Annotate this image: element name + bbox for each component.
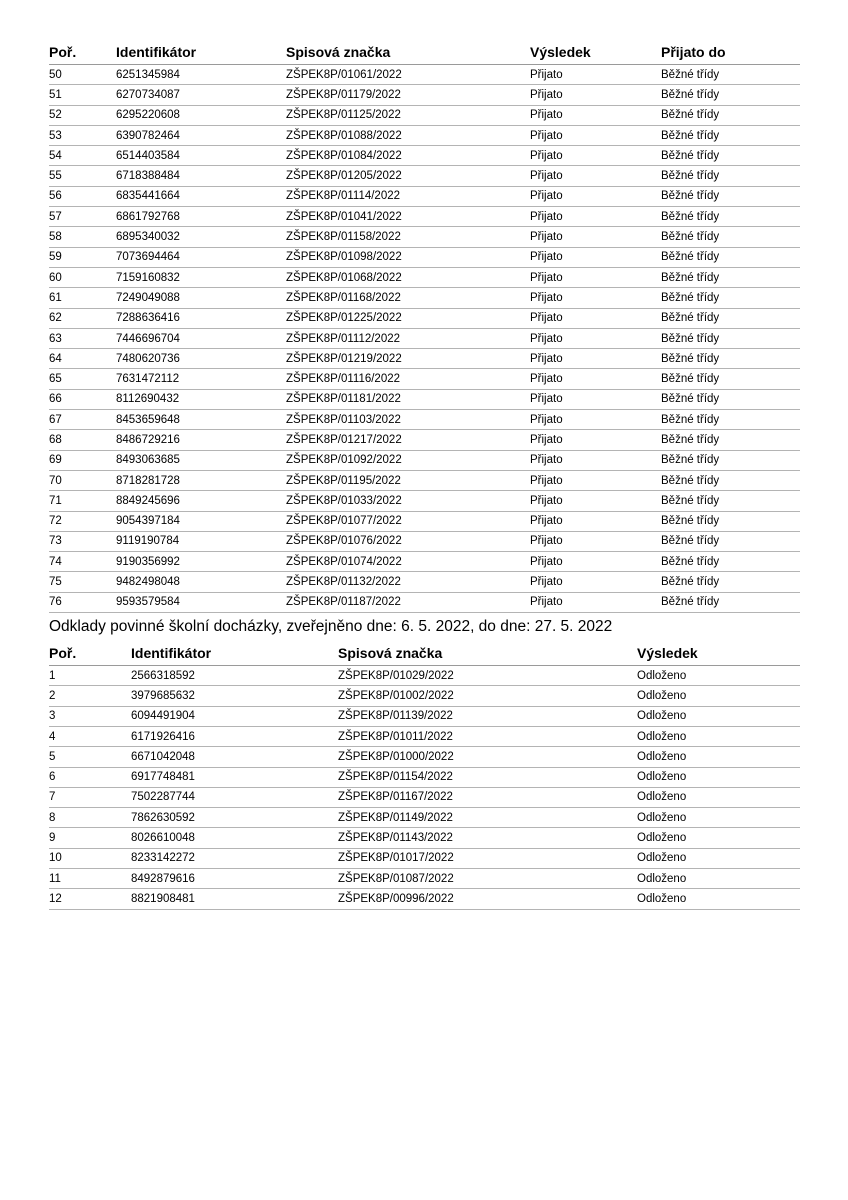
result-cell: Přijato [530, 410, 661, 430]
admitted-to-cell: Běžné třídy [661, 308, 800, 328]
table-row [49, 349, 800, 369]
order-cell: 62 [49, 308, 116, 328]
admissions-header-row [49, 40, 800, 65]
order-cell: 50 [49, 65, 116, 85]
col-header-result: Výsledek [637, 641, 800, 666]
order-cell: 74 [49, 552, 116, 572]
table-row [49, 470, 800, 490]
identifier-cell: 6671042048 [131, 747, 338, 767]
file-number-cell: ZŠPEK8P/01098/2022 [286, 247, 530, 267]
result-cell: Odloženo [637, 686, 800, 706]
col-header-order: Poř. [49, 641, 131, 666]
order-cell: 53 [49, 125, 116, 145]
file-number-cell: ZŠPEK8P/01092/2022 [286, 450, 530, 470]
file-number-cell: ZŠPEK8P/01125/2022 [286, 105, 530, 125]
table-row [49, 808, 800, 828]
order-cell: 75 [49, 572, 116, 592]
table-row [49, 726, 800, 746]
order-cell: 6 [49, 767, 131, 787]
identifier-cell: 6835441664 [116, 186, 286, 206]
identifier-cell: 9593579584 [116, 592, 286, 612]
col-header-result: Výsledek [530, 40, 661, 65]
identifier-cell: 9190356992 [116, 552, 286, 572]
order-cell: 8 [49, 808, 131, 828]
order-cell: 57 [49, 207, 116, 227]
admitted-to-cell: Běžné třídy [661, 65, 800, 85]
order-cell: 7 [49, 787, 131, 807]
table-row [49, 511, 800, 531]
identifier-cell: 8493063685 [116, 450, 286, 470]
identifier-cell: 9054397184 [116, 511, 286, 531]
result-cell: Přijato [530, 511, 661, 531]
admitted-to-cell: Běžné třídy [661, 146, 800, 166]
order-cell: 2 [49, 686, 131, 706]
identifier-cell: 6718388484 [116, 166, 286, 186]
deferrals-table [49, 641, 800, 910]
file-number-cell: ZŠPEK8P/01076/2022 [286, 531, 530, 551]
table-row [49, 369, 800, 389]
file-number-cell: ZŠPEK8P/01158/2022 [286, 227, 530, 247]
admitted-to-cell: Běžné třídy [661, 227, 800, 247]
file-number-cell: ZŠPEK8P/01084/2022 [286, 146, 530, 166]
result-cell: Přijato [530, 369, 661, 389]
admitted-to-cell: Běžné třídy [661, 531, 800, 551]
table-row [49, 491, 800, 511]
admitted-to-cell: Běžné třídy [661, 349, 800, 369]
table-row [49, 848, 800, 868]
table-row [49, 267, 800, 287]
order-cell: 12 [49, 889, 131, 909]
result-cell: Odloženo [637, 889, 800, 909]
result-cell: Odloženo [637, 808, 800, 828]
order-cell: 66 [49, 389, 116, 409]
order-cell: 4 [49, 726, 131, 746]
result-cell: Přijato [530, 572, 661, 592]
admitted-to-cell: Běžné třídy [661, 430, 800, 450]
result-cell: Přijato [530, 166, 661, 186]
file-number-cell: ZŠPEK8P/01002/2022 [338, 686, 637, 706]
result-cell: Přijato [530, 552, 661, 572]
identifier-cell: 8112690432 [116, 389, 286, 409]
result-cell: Přijato [530, 531, 661, 551]
file-number-cell: ZŠPEK8P/01074/2022 [286, 552, 530, 572]
result-cell: Přijato [530, 146, 661, 166]
identifier-cell: 8821908481 [131, 889, 338, 909]
order-cell: 69 [49, 450, 116, 470]
file-number-cell: ZŠPEK8P/01132/2022 [286, 572, 530, 592]
file-number-cell: ZŠPEK8P/01029/2022 [338, 666, 637, 686]
table-row [49, 767, 800, 787]
order-cell: 9 [49, 828, 131, 848]
file-number-cell: ZŠPEK8P/01168/2022 [286, 288, 530, 308]
result-cell: Přijato [530, 227, 661, 247]
file-number-cell: ZŠPEK8P/01112/2022 [286, 328, 530, 348]
identifier-cell: 8849245696 [116, 491, 286, 511]
identifier-cell: 9119190784 [116, 531, 286, 551]
file-number-cell: ZŠPEK8P/01087/2022 [338, 868, 637, 888]
result-cell: Přijato [530, 349, 661, 369]
identifier-cell: 7073694464 [116, 247, 286, 267]
result-cell: Odloženo [637, 706, 800, 726]
result-cell: Přijato [530, 470, 661, 490]
file-number-cell: ZŠPEK8P/01103/2022 [286, 410, 530, 430]
result-cell: Přijato [530, 125, 661, 145]
file-number-cell: ZŠPEK8P/01143/2022 [338, 828, 637, 848]
identifier-cell: 8233142272 [131, 848, 338, 868]
admitted-to-cell: Běžné třídy [661, 125, 800, 145]
result-cell: Přijato [530, 65, 661, 85]
order-cell: 3 [49, 706, 131, 726]
col-header-identifier: Identifikátor [131, 641, 338, 666]
file-number-cell: ZŠPEK8P/01114/2022 [286, 186, 530, 206]
col-header-admitted-to: Přijato do [661, 40, 800, 65]
order-cell: 60 [49, 267, 116, 287]
file-number-cell: ZŠPEK8P/01139/2022 [338, 706, 637, 726]
result-cell: Přijato [530, 491, 661, 511]
identifier-cell: 3979685632 [131, 686, 338, 706]
order-cell: 11 [49, 868, 131, 888]
order-cell: 58 [49, 227, 116, 247]
admitted-to-cell: Běžné třídy [661, 470, 800, 490]
result-cell: Přijato [530, 430, 661, 450]
identifier-cell: 6251345984 [116, 65, 286, 85]
table-row [49, 430, 800, 450]
table-row [49, 787, 800, 807]
result-cell: Odloženo [637, 848, 800, 868]
admitted-to-cell: Běžné třídy [661, 186, 800, 206]
order-cell: 68 [49, 430, 116, 450]
file-number-cell: ZŠPEK8P/01033/2022 [286, 491, 530, 511]
table-row [49, 450, 800, 470]
table-row [49, 410, 800, 430]
result-cell: Odloženo [637, 787, 800, 807]
result-cell: Odloženo [637, 726, 800, 746]
identifier-cell: 6295220608 [116, 105, 286, 125]
identifier-cell: 8453659648 [116, 410, 286, 430]
file-number-cell: ZŠPEK8P/01061/2022 [286, 65, 530, 85]
result-cell: Přijato [530, 450, 661, 470]
result-cell: Odloženo [637, 828, 800, 848]
result-cell: Přijato [530, 389, 661, 409]
admitted-to-cell: Běžné třídy [661, 166, 800, 186]
admitted-to-cell: Běžné třídy [661, 572, 800, 592]
result-cell: Přijato [530, 105, 661, 125]
file-number-cell: ZŠPEK8P/01000/2022 [338, 747, 637, 767]
table-row [49, 531, 800, 551]
table-row [49, 686, 800, 706]
table-row [49, 186, 800, 206]
file-number-cell: ZŠPEK8P/01179/2022 [286, 85, 530, 105]
admitted-to-cell: Běžné třídy [661, 267, 800, 287]
identifier-cell: 6094491904 [131, 706, 338, 726]
file-number-cell: ZŠPEK8P/00996/2022 [338, 889, 637, 909]
table-row [49, 85, 800, 105]
identifier-cell: 6861792768 [116, 207, 286, 227]
identifier-cell: 7631472112 [116, 369, 286, 389]
identifier-cell: 7480620736 [116, 349, 286, 369]
file-number-cell: ZŠPEK8P/01041/2022 [286, 207, 530, 227]
table-row [49, 166, 800, 186]
table-row [49, 889, 800, 909]
identifier-cell: 7862630592 [131, 808, 338, 828]
table-row [49, 572, 800, 592]
result-cell: Přijato [530, 247, 661, 267]
table-row [49, 247, 800, 267]
table-row [49, 868, 800, 888]
admitted-to-cell: Běžné třídy [661, 410, 800, 430]
order-cell: 55 [49, 166, 116, 186]
admitted-to-cell: Běžné třídy [661, 511, 800, 531]
identifier-cell: 2566318592 [131, 666, 338, 686]
table-row [49, 747, 800, 767]
result-cell: Odloženo [637, 868, 800, 888]
result-cell: Přijato [530, 207, 661, 227]
file-number-cell: ZŠPEK8P/01011/2022 [338, 726, 637, 746]
file-number-cell: ZŠPEK8P/01167/2022 [338, 787, 637, 807]
result-cell: Odloženo [637, 666, 800, 686]
identifier-cell: 7249049088 [116, 288, 286, 308]
admitted-to-cell: Běžné třídy [661, 491, 800, 511]
file-number-cell: ZŠPEK8P/01187/2022 [286, 592, 530, 612]
admitted-to-cell: Běžné třídy [661, 105, 800, 125]
order-cell: 65 [49, 369, 116, 389]
admitted-to-cell: Běžné třídy [661, 389, 800, 409]
col-header-file-number: Spisová značka [286, 40, 530, 65]
deferrals-table-body [49, 666, 800, 910]
section-title-deferrals: Odklady povinné školní docházky, zveřejněno dne: 6. 5. 2022, do dne: 27. 5. 2022 [49, 618, 613, 636]
table-row [49, 706, 800, 726]
table-row [49, 828, 800, 848]
order-cell: 70 [49, 470, 116, 490]
identifier-cell: 6917748481 [131, 767, 338, 787]
order-cell: 72 [49, 511, 116, 531]
admitted-to-cell: Běžné třídy [661, 592, 800, 612]
file-number-cell: ZŠPEK8P/01219/2022 [286, 349, 530, 369]
order-cell: 54 [49, 146, 116, 166]
file-number-cell: ZŠPEK8P/01068/2022 [286, 267, 530, 287]
table-row [49, 146, 800, 166]
file-number-cell: ZŠPEK8P/01017/2022 [338, 848, 637, 868]
order-cell: 52 [49, 105, 116, 125]
order-cell: 59 [49, 247, 116, 267]
col-header-file-number: Spisová značka [338, 641, 637, 666]
order-cell: 63 [49, 328, 116, 348]
identifier-cell: 6514403584 [116, 146, 286, 166]
result-cell: Odloženo [637, 747, 800, 767]
admitted-to-cell: Běžné třídy [661, 369, 800, 389]
file-number-cell: ZŠPEK8P/01225/2022 [286, 308, 530, 328]
order-cell: 71 [49, 491, 116, 511]
identifier-cell: 7446696704 [116, 328, 286, 348]
table-row [49, 666, 800, 686]
identifier-cell: 6171926416 [131, 726, 338, 746]
identifier-cell: 9482498048 [116, 572, 286, 592]
result-cell: Přijato [530, 328, 661, 348]
col-header-order: Poř. [49, 40, 116, 65]
order-cell: 73 [49, 531, 116, 551]
result-cell: Přijato [530, 186, 661, 206]
table-row [49, 227, 800, 247]
file-number-cell: ZŠPEK8P/01116/2022 [286, 369, 530, 389]
table-row [49, 328, 800, 348]
file-number-cell: ZŠPEK8P/01195/2022 [286, 470, 530, 490]
order-cell: 10 [49, 848, 131, 868]
identifier-cell: 6390782464 [116, 125, 286, 145]
deferrals-header-row [49, 641, 800, 666]
table-row [49, 65, 800, 85]
result-cell: Přijato [530, 85, 661, 105]
file-number-cell: ZŠPEK8P/01217/2022 [286, 430, 530, 450]
identifier-cell: 8492879616 [131, 868, 338, 888]
result-cell: Přijato [530, 288, 661, 308]
file-number-cell: ZŠPEK8P/01154/2022 [338, 767, 637, 787]
order-cell: 1 [49, 666, 131, 686]
order-cell: 56 [49, 186, 116, 206]
result-cell: Odloženo [637, 767, 800, 787]
result-cell: Přijato [530, 267, 661, 287]
identifier-cell: 6895340032 [116, 227, 286, 247]
admitted-to-cell: Běžné třídy [661, 85, 800, 105]
admitted-to-cell: Běžné třídy [661, 207, 800, 227]
admitted-to-cell: Běžné třídy [661, 247, 800, 267]
table-row [49, 389, 800, 409]
order-cell: 67 [49, 410, 116, 430]
result-cell: Přijato [530, 308, 661, 328]
admitted-to-cell: Běžné třídy [661, 328, 800, 348]
table-row [49, 592, 800, 612]
order-cell: 51 [49, 85, 116, 105]
file-number-cell: ZŠPEK8P/01149/2022 [338, 808, 637, 828]
admitted-to-cell: Běžné třídy [661, 288, 800, 308]
order-cell: 5 [49, 747, 131, 767]
table-row [49, 552, 800, 572]
identifier-cell: 7159160832 [116, 267, 286, 287]
order-cell: 61 [49, 288, 116, 308]
admissions-table-body [49, 65, 800, 613]
order-cell: 64 [49, 349, 116, 369]
admitted-to-cell: Běžné třídy [661, 552, 800, 572]
table-row [49, 207, 800, 227]
result-cell: Přijato [530, 592, 661, 612]
identifier-cell: 8718281728 [116, 470, 286, 490]
file-number-cell: ZŠPEK8P/01077/2022 [286, 511, 530, 531]
file-number-cell: ZŠPEK8P/01205/2022 [286, 166, 530, 186]
file-number-cell: ZŠPEK8P/01088/2022 [286, 125, 530, 145]
table-row [49, 308, 800, 328]
table-row [49, 105, 800, 125]
order-cell: 76 [49, 592, 116, 612]
admissions-table [49, 40, 800, 613]
document-page [49, 40, 800, 910]
file-number-cell: ZŠPEK8P/01181/2022 [286, 389, 530, 409]
identifier-cell: 7288636416 [116, 308, 286, 328]
table-row [49, 288, 800, 308]
table-row [49, 125, 800, 145]
admitted-to-cell: Běžné třídy [661, 450, 800, 470]
identifier-cell: 8026610048 [131, 828, 338, 848]
col-header-identifier: Identifikátor [116, 40, 286, 65]
identifier-cell: 7502287744 [131, 787, 338, 807]
identifier-cell: 8486729216 [116, 430, 286, 450]
identifier-cell: 6270734087 [116, 85, 286, 105]
